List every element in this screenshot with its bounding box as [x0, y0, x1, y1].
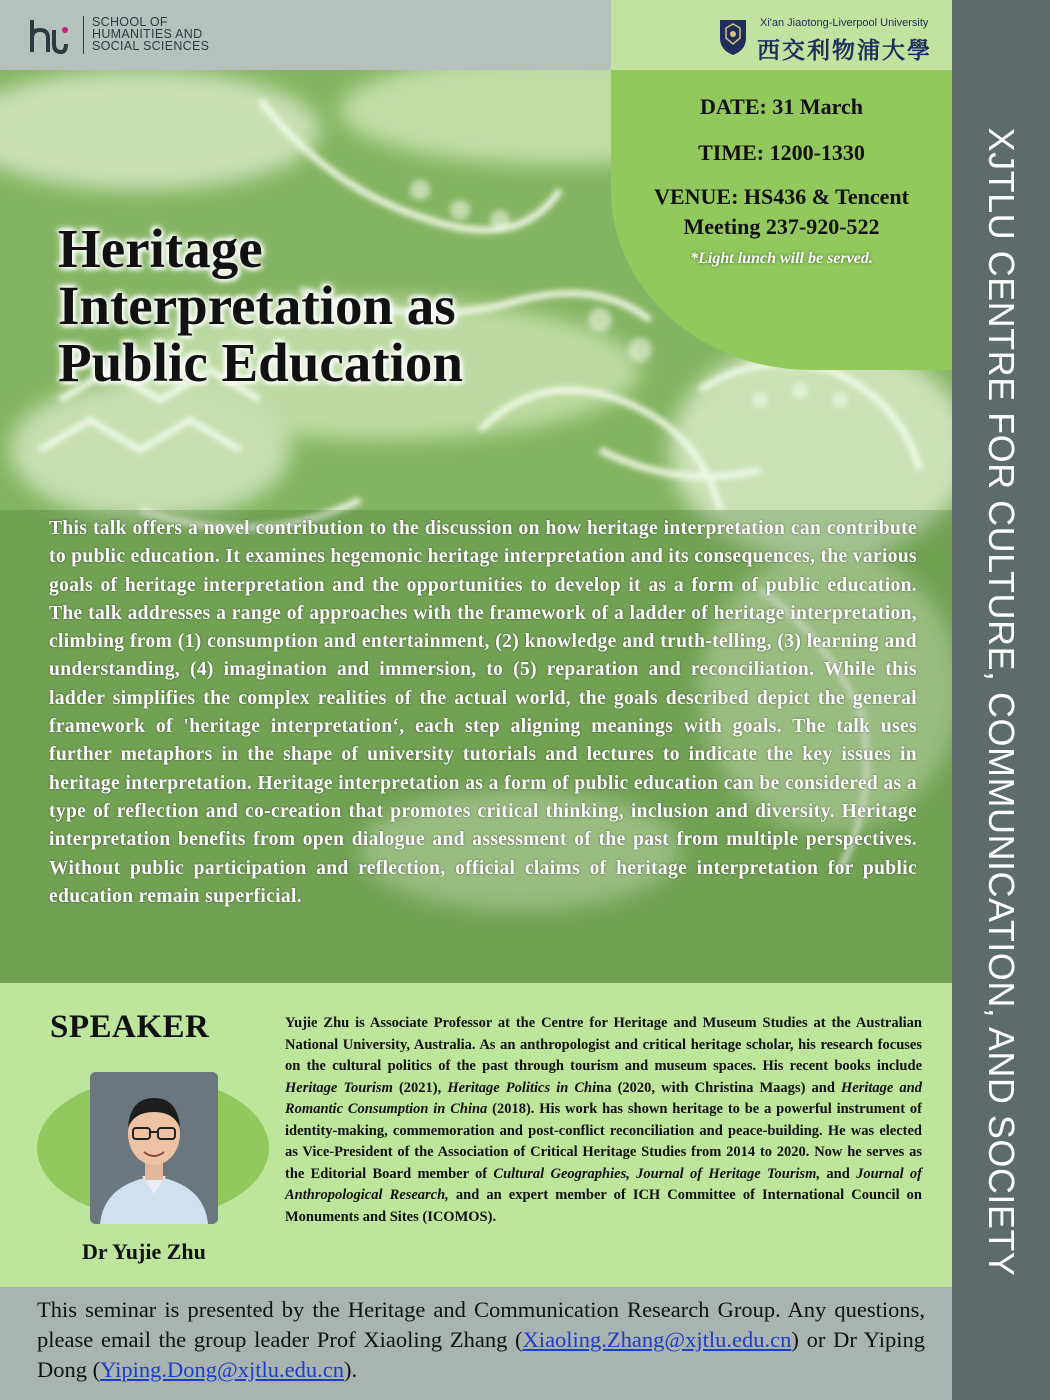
speaker-name: Dr Yujie Zhu: [82, 1239, 206, 1264]
header-left-banner: [0, 0, 611, 70]
speaker-portrait-icon: [90, 1072, 218, 1224]
speaker-heading: SPEAKER: [50, 1009, 210, 1045]
email-link-xiaoling[interactable]: Xiaoling.Zhang@xjtlu.edu.cn: [522, 1327, 792, 1352]
speaker-photo: [90, 1072, 218, 1224]
logo-divider: [83, 16, 84, 54]
event-title: Heritage Interpretation as Public Education: [58, 218, 463, 393]
sidebar-label-wrap: [952, 0, 1050, 1400]
event-date: DATE: 31 March: [700, 94, 863, 119]
footer-text: This seminar is presented by the Heritage and Communication Research Group. Any questions, please email the group leader Prof Xiaoling Zhang (Xiaoling.Zhang@xjtlu.edu.cn) or Dr Yiping Dong (Yiping.Dong@xjtlu.edu.cn).: [37, 1297, 925, 1382]
centre-name: XJTLU CENTRE FOR CULTURE, COMMUNICATION, AND SOCIETY: [981, 127, 1022, 1277]
school-name: SCHOOL OF HUMANITIES AND SOCIAL SCIENCES: [92, 15, 210, 53]
event-venue-line1: VENUE: HS436 & Tencent: [654, 184, 909, 209]
centre-sidebar: [952, 0, 1050, 1400]
lunch-note: *Light lunch will be served.: [690, 250, 873, 267]
university-name-en: Xi'an Jiaotong-Liverpool University: [760, 17, 929, 29]
university-name-cn: 西交利物浦大學: [757, 37, 932, 64]
talk-abstract: This talk offers a novel contribution to the discussion on how heritage interpretation can contribute to public education. It examines hegemonic heritage interpretation and its consequences, the various goals of heritage interpretation and the opportunities to develop it as a form of public education. The talk addresses a range of approaches with the framework of a ladder of heritage interpretation, climbing from (1) consumption and entertainment, (2) knowledge and truth-telling, (3) learning and understanding, (4) imagination and immersion, to (5) reparation and reconciliation. While this ladder simplifies the complex realities of the actual world, the goals described depict the general framework of 'heritage interpretation‘, each step aligning meanings with goals. The talk uses further metaphors in the shape of university tutorials and lectures to indicate the key issues in heritage interpretation. Heritage interpretation as a form of public education can be considered as a type of reflection and co-creation that promotes critical thinking, inclusion and diversity. Heritage interpretation benefits from open dialogue and assessment of the past from multiple perspectives. Without public participation and reflection, official claims of heritage interpretation for public education remain superficial.: [49, 518, 917, 907]
event-venue-line2: Meeting 237-920-522: [683, 214, 880, 239]
email-link-yiping[interactable]: Yiping.Dong@xjtlu.edu.cn: [100, 1357, 344, 1382]
xjtlu-shield-icon: [718, 18, 748, 56]
hu-logo-icon: [28, 16, 68, 56]
speaker-bio: Yujie Zhu is Associate Professor at the Centre for Heritage and Museum Studies at the Australian National University, Australia. As an anthropologist and critical heritage scholar, his research focuses on the cultural politics of the past through tourism and museum spaces. His recent books include Heritage Tourism (2021), Heritage Politics in China (2020, with Christina Maags) and Heritage and Romantic Consumption in China (2018). His work has shown heritage to be a powerful instrument of identity-making, commemoration and post-conflict reconciliation and peace-building. He was elected as Vice-President of the Association of Critical Heritage Studies from 2014 to 2020. Now he serves as the Editorial Board member of Cultural Geographies, Journal of Heritage Tourism, and Journal of Anthropological Research, and an expert member of ICH Committee of International Council on Monuments and Sites (ICOMOS).: [285, 1015, 922, 1225]
hero-section: [0, 70, 952, 983]
footer-contact: [0, 1287, 952, 1400]
event-time: TIME: 1200-1330: [698, 140, 865, 165]
speaker-section: [0, 983, 952, 1287]
